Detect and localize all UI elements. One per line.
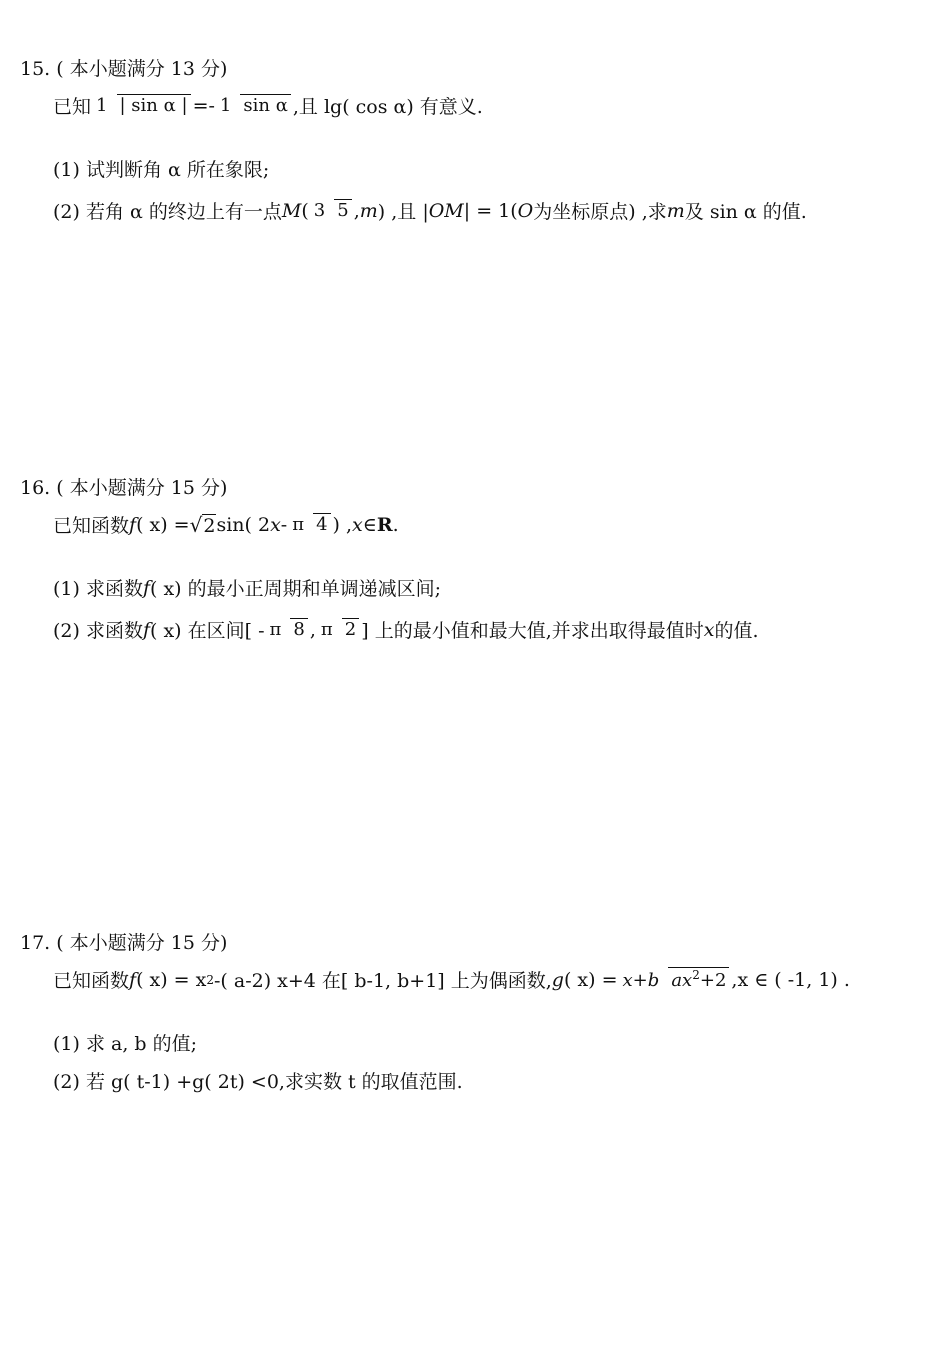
problem-15-given bbox=[53, 92, 483, 119]
radicand: 2 bbox=[203, 514, 216, 537]
fraction-pi-4 bbox=[289, 513, 330, 536]
variable-x: x bbox=[703, 618, 715, 641]
variable-m: m bbox=[666, 199, 685, 222]
right-paren: ) , bbox=[332, 513, 353, 536]
problem-15-question-1: (1) 试判断角 α 所在象限; bbox=[53, 159, 270, 181]
function-f: f bbox=[142, 576, 151, 599]
fraction-numerator: π bbox=[320, 619, 333, 641]
fraction-g bbox=[620, 967, 730, 992]
fraction-numerator: 3 bbox=[313, 200, 326, 222]
problem-16-header: 16. ( 本小题满分 15 分) bbox=[20, 477, 228, 499]
reals-symbol: R bbox=[376, 513, 393, 536]
q2-prefix: (2) 求函数 bbox=[53, 620, 143, 642]
radical-sign: √ bbox=[189, 512, 203, 537]
q2-prefix: (2) 若角 α 的终边上有一点 bbox=[53, 201, 282, 223]
fraction-denominator: | sin α | bbox=[117, 94, 191, 116]
given-part-3: ( x) = bbox=[563, 968, 618, 991]
element-of: ∈ bbox=[362, 513, 377, 536]
variable-x: x bbox=[270, 513, 281, 536]
given-part-2: -( a-2) x+4 在[ b-1, b+1] 上为偶函数, bbox=[214, 970, 552, 992]
fraction-denominator bbox=[668, 967, 729, 991]
minus: - bbox=[280, 513, 288, 536]
fraction-denominator: 4 bbox=[313, 513, 330, 535]
fraction-denominator: 2 bbox=[342, 618, 359, 640]
given-part-1: ( x) = x bbox=[136, 968, 207, 991]
q2-equals: | = 1( bbox=[463, 199, 518, 222]
fraction-3-5 bbox=[311, 199, 352, 222]
q2-after: ] 上的最小值和最大值,并求出取得最值时 bbox=[361, 620, 704, 642]
equals-minus: =- bbox=[192, 94, 215, 117]
given-arg: ( x) = bbox=[136, 513, 190, 536]
fraction-pi-8 bbox=[267, 618, 308, 641]
given-prefix: 已知 bbox=[53, 96, 92, 118]
fraction-denominator: 5 bbox=[334, 199, 351, 221]
fraction-numerator: π bbox=[269, 619, 282, 641]
problem-17-header: 17. ( 本小题满分 15 分) bbox=[20, 932, 228, 954]
fraction-1-over-sin bbox=[217, 94, 291, 117]
problem-16-question-2 bbox=[53, 616, 759, 643]
exponent: 2 bbox=[692, 968, 700, 983]
sqrt-2 bbox=[190, 513, 217, 537]
given-tail: ,x ∈ ( -1, 1) . bbox=[731, 968, 850, 991]
fraction-numerator: π bbox=[292, 514, 305, 536]
denominator-ax: ax bbox=[671, 970, 693, 992]
fraction-1-over-abs-sin bbox=[93, 94, 191, 117]
function-f: f bbox=[142, 618, 151, 641]
variable-m: m bbox=[359, 199, 378, 222]
comma: , bbox=[353, 199, 360, 222]
function-f: f bbox=[129, 968, 137, 991]
function-f: f bbox=[129, 513, 137, 536]
problem-15-question-2 bbox=[53, 197, 807, 224]
fraction-numerator: 1 bbox=[219, 95, 232, 117]
function-g: g bbox=[551, 968, 564, 991]
left-paren: ( bbox=[301, 199, 309, 222]
fraction-numerator: 1 bbox=[96, 95, 108, 117]
exponent: 2 bbox=[206, 972, 214, 987]
sin-part: sin( 2 bbox=[216, 513, 271, 536]
q2-after: ) ,且 | bbox=[377, 201, 429, 223]
given-suffix: ,且 lg( cos α) 有意义. bbox=[292, 96, 483, 118]
q2-rest: 为坐标原点) ,求 bbox=[533, 201, 667, 223]
problem-16-given bbox=[53, 511, 399, 538]
denominator-plus-2: +2 bbox=[699, 970, 727, 992]
problem-17-question-1: (1) 求 a, b 的值; bbox=[53, 1033, 198, 1055]
q2-tail: 及 sin α 的值. bbox=[684, 201, 807, 223]
fraction-denominator: 8 bbox=[290, 618, 307, 640]
fraction-denominator: sin α bbox=[240, 94, 290, 116]
problem-17-given bbox=[53, 966, 850, 993]
given-prefix: 已知函数 bbox=[53, 970, 130, 992]
origin-o: O bbox=[517, 199, 534, 222]
problem-16-question-1 bbox=[53, 574, 441, 601]
given-prefix: 已知函数 bbox=[53, 515, 130, 537]
q2-tail: 的值. bbox=[714, 620, 759, 642]
comma: , bbox=[309, 618, 316, 641]
q2-interval-start: ( x) 在区间[ - bbox=[150, 620, 265, 642]
q1-rest: ( x) 的最小正周期和单调递减区间; bbox=[150, 578, 442, 600]
segment-om: OM bbox=[428, 199, 464, 222]
problem-17-question-2: (2) 若 g( t-1) +g( 2t) <0,求实数 t 的取值范围. bbox=[53, 1071, 463, 1093]
fraction-pi-2 bbox=[318, 618, 359, 641]
period: . bbox=[392, 513, 399, 536]
fraction-numerator: x+b bbox=[622, 970, 660, 992]
problem-15-header: 15. ( 本小题满分 13 分) bbox=[20, 58, 228, 80]
point-m-label: M bbox=[281, 199, 302, 222]
q1-prefix: (1) 求函数 bbox=[53, 578, 143, 600]
variable-x: x bbox=[352, 513, 363, 536]
